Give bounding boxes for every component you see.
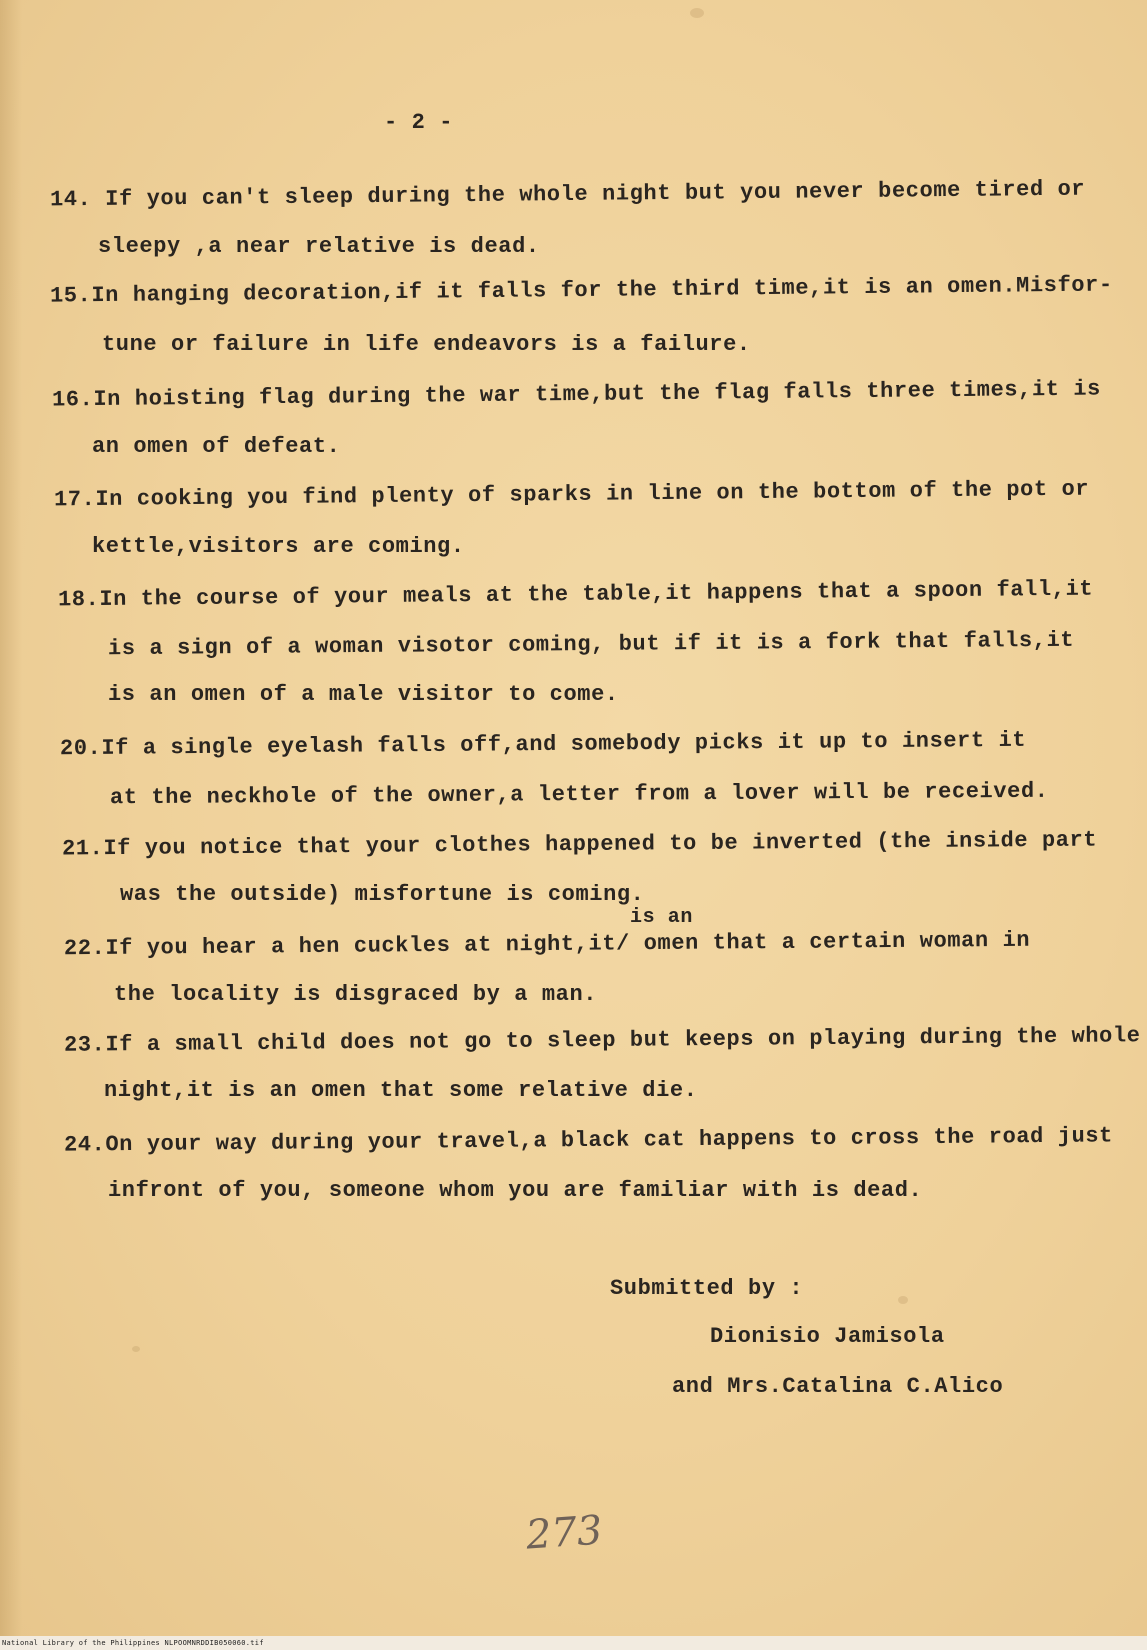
paper-stain (690, 8, 704, 18)
text-line: kettle,visitors are coming. (92, 534, 465, 559)
text-line: infront of you, someone whom you are familiar with is dead. (108, 1178, 923, 1203)
handwritten-page-number: 273 (524, 1507, 604, 1559)
text-line: an omen of defeat. (92, 434, 341, 459)
insertion-note: is an (630, 906, 694, 929)
text-line: 24.On your way during your travel,a black cat happens to cross the road just (63, 1123, 1114, 1158)
paper-stain (132, 1346, 140, 1352)
text-line: sleepy ,a near relative is dead. (98, 234, 540, 259)
author-name-2: and Mrs.Catalina C.Alico (672, 1374, 1004, 1399)
text-line: 16.In hoisting flag during the war time,but the flag falls three times,it is (51, 376, 1102, 413)
text-line: was the outside) misfortune is coming. (120, 882, 645, 907)
text-line: 20.If a single eyelash falls off,and somebody picks it up to insert it (59, 727, 1027, 762)
submitted-by-label: Submitted by : (610, 1276, 804, 1301)
text-line: 21.If you notice that your clothes happened to be inverted (the inside part (61, 827, 1098, 862)
text-line: 23.If a small child does not go to sleep but keeps on playing during the whole (63, 1023, 1141, 1058)
page-number: - 2 - (384, 110, 454, 135)
paper-stain (898, 1296, 908, 1304)
author-name-1: Dionisio Jamisola (710, 1324, 945, 1349)
text-line: 18.In the course of your meals at the table,it happens that a spoon fall,it (57, 576, 1094, 613)
text-line: is a sign of a woman visotor coming, but if it is a fork that falls,it (107, 627, 1075, 662)
text-line: 15.In hanging decoration,if it falls for the third time,it is an omen.Misfor- (49, 272, 1113, 309)
text-line: 14. If you can't sleep during the whole night but you never become tired or (49, 176, 1086, 213)
text-line: 17.In cooking you find plenty of sparks in line on the bottom of the pot or (53, 476, 1090, 513)
text-line: night,it is an omen that some relative die. (104, 1078, 698, 1103)
text-line: the locality is disgraced by a man. (114, 982, 598, 1007)
text-line: 22.If you hear a hen cuckles at night,it/ omen that a certain woman in (63, 927, 1031, 962)
text-line: tune or failure in life endeavors is a failure. (102, 332, 751, 357)
scan-footer-text: National Library of the Philippines NLPOOMNRDDIB050060.tif (2, 1639, 264, 1647)
page-edge-shadow (0, 0, 22, 1636)
text-line: at the neckhole of the owner,a letter from a lover will be received. (109, 778, 1049, 811)
text-line: is an omen of a male visitor to come. (108, 682, 619, 707)
